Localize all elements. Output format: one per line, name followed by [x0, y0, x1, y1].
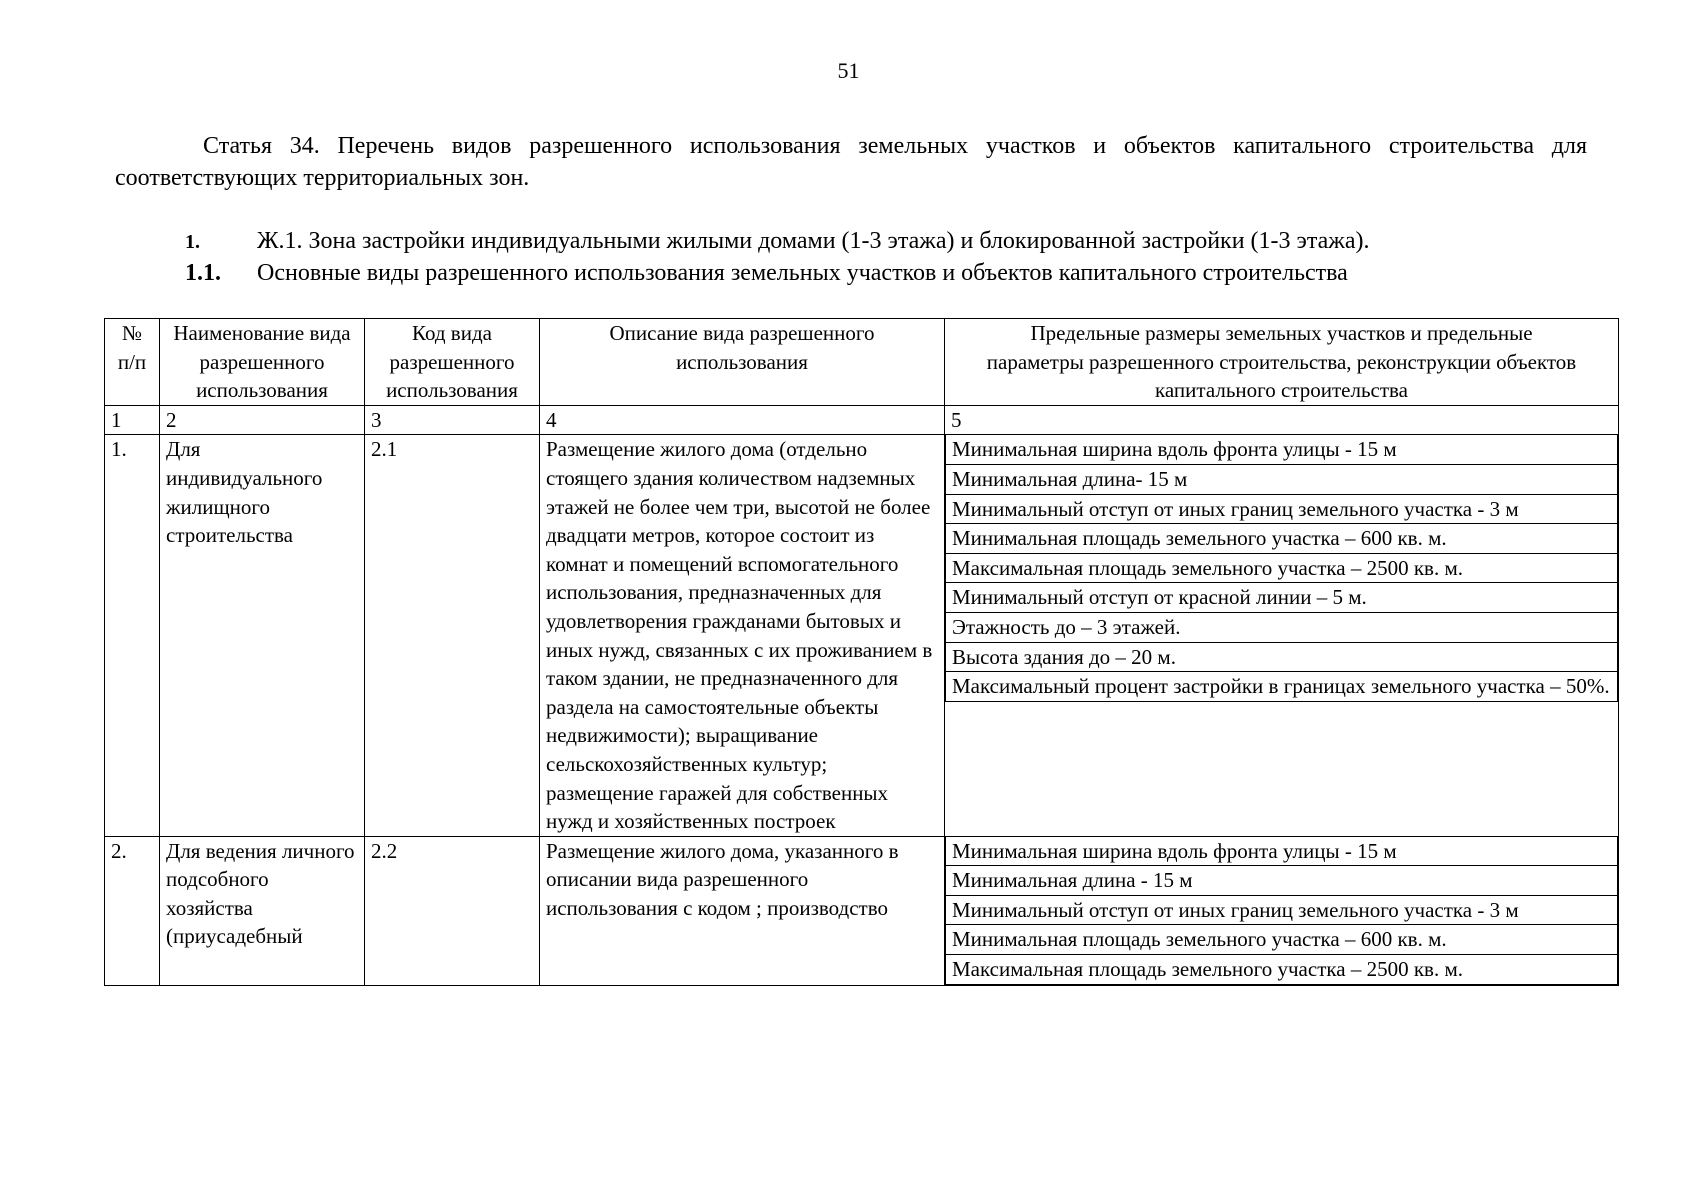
table-row [105, 435, 1619, 836]
row-number: 2. [105, 836, 160, 985]
subsection-number: 1.1. [185, 260, 221, 286]
use-name: Для индивидуального жилищного строительства [160, 435, 365, 836]
parameters-list [945, 435, 1618, 701]
page-number: 51 [837, 58, 860, 83]
permitted-use-table [104, 318, 1619, 986]
section-heading [185, 228, 1605, 255]
subsection-heading [185, 260, 1605, 287]
row-number: 1. [105, 435, 160, 836]
parameter-item: Минимальная площадь земельного участка – 600 кв. м. [946, 524, 1618, 554]
parameter-item: Этажность до – 3 этажей. [946, 612, 1618, 642]
parameter-item: Минимальный отступ от иных границ земельного участка - 3 м [946, 494, 1618, 524]
use-code: 2.1 [365, 435, 540, 836]
use-parameters [945, 836, 1619, 985]
header-number: № п/п [105, 319, 160, 406]
table-header-row [105, 319, 1619, 406]
parameters-list [945, 837, 1618, 985]
column-number: 4 [540, 405, 945, 435]
parameter-item: Минимальная ширина вдоль фронта улицы - 15 м [946, 837, 1618, 866]
use-description: Размещение жилого дома, указанного в описании вида разрешенного использования с кодом ; производство [540, 836, 945, 985]
use-code: 2.2 [365, 836, 540, 985]
article-title: Статья 34. Перечень видов разрешенного использования земельных участков и объектов капитального строительства для соответствующих территориальных зон. [115, 133, 1587, 191]
parameter-item: Максимальная площадь земельного участка – 2500 кв. м. [946, 553, 1618, 583]
parameter-item: Высота здания до – 20 м. [946, 642, 1618, 672]
section-number: 1. [185, 231, 200, 253]
column-number-row [105, 405, 1619, 435]
header-use-name: Наименование вида разрешенного использования [160, 319, 365, 406]
parameter-item: Минимальный отступ от красной линии – 5 м. [946, 583, 1618, 613]
parameter-item: Минимальный отступ от иных границ земельного участка - 3 м [946, 895, 1618, 925]
section-title: Ж.1. Зона застройки индивидуальными жилыми домами (1-3 этажа) и блокированной застройки (1-3 этажа). [257, 228, 1370, 254]
use-parameters [945, 435, 1619, 836]
column-number: 1 [105, 405, 160, 435]
table-row [105, 836, 1619, 985]
column-number: 5 [945, 405, 1619, 435]
column-number: 2 [160, 405, 365, 435]
parameter-item: Максимальная площадь земельного участка – 2500 кв. м. [946, 955, 1618, 985]
use-description: Размещение жилого дома (отдельно стоящего здания количеством надземных этажей не более чем три, высотой не более двадцати метров, которое состоит из комнат и помещений вспомогательного использования, предназначенных для удовлетворения гражданами бытовых и иных нужд, связанных с их проживанием в таком здании, не предназначенного для раздела на самостоятельные объекты недвижимости); выращивание сельскохозяйственных культур; размещение гаражей для собственных нужд и хозяйственных построек [540, 435, 945, 836]
parameter-item: Минимальная ширина вдоль фронта улицы - 15 м [946, 435, 1618, 464]
column-number: 3 [365, 405, 540, 435]
parameter-item: Минимальная длина- 15 м [946, 464, 1618, 494]
use-name: Для ведения личного подсобного хозяйства (приусадебный [160, 836, 365, 985]
header-description: Описание вида разрешенного использования [540, 319, 945, 406]
parameter-item: Максимальный процент застройки в границах земельного участка – 50%. [946, 672, 1618, 702]
parameter-item: Минимальная площадь земельного участка – 600 кв. м. [946, 925, 1618, 955]
header-use-code: Код вида разрешенного использования [365, 319, 540, 406]
header-parameters: Предельные размеры земельных участков и предельные параметры разрешенного строительства, реконструкции объектов капитального строительства [945, 319, 1619, 406]
subsection-title: Основные виды разрешенного использования земельных участков и объектов капитального строительства [257, 260, 1348, 286]
parameter-item: Минимальная длина - 15 м [946, 866, 1618, 896]
